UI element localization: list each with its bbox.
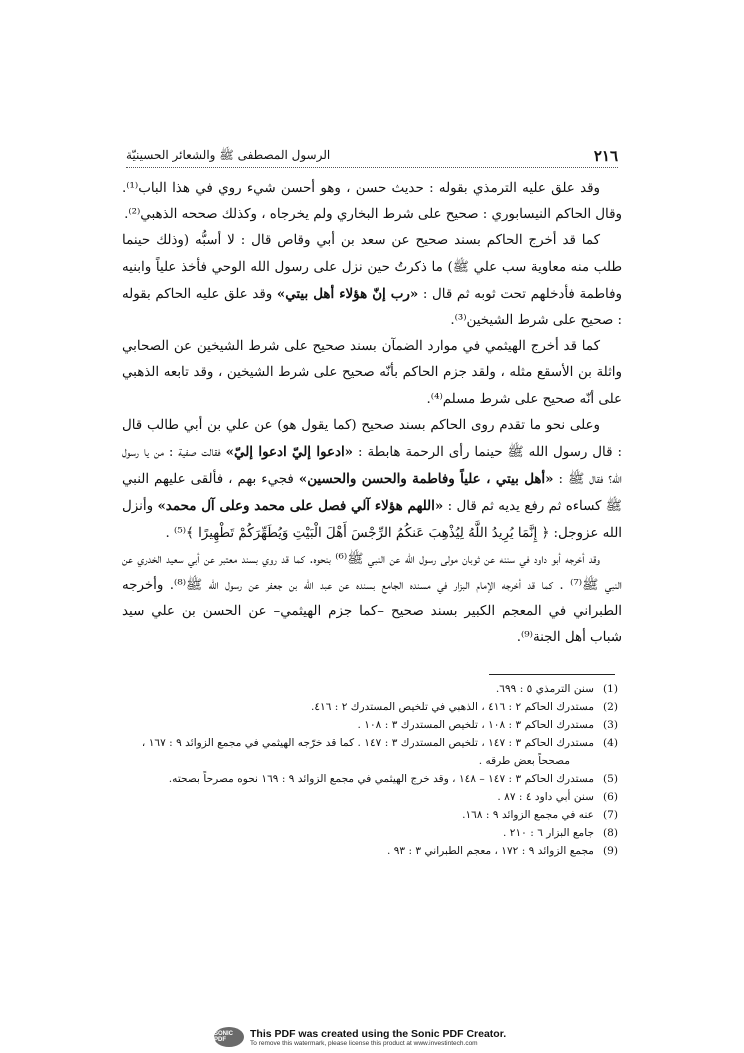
footnote-text: مستدرك الحاكم ٣ : ١٤٧ – ١٤٨ ، وقد خرج الهيثمي في مجمع الزوائد ٩ : ١٦٩ نحوه مصرحاً بصحته. <box>168 773 594 785</box>
paragraph-3: كما قد أخرج الهيثمي في موارد الضمآن بسند صحيح على شرط الشيخين عن الصحابي واثلة بن الأسقع مثله ، ولقد جزم الحاكم بأنّه صحيح على شرط الشيخين ، وقد تابعه الذهبي على أنّه صحيح على شرط مسلم⁽⁴⁾. <box>122 339 622 407</box>
running-header <box>126 143 618 168</box>
paragraph-4-text-a: وعلى نحو ما تقدم روى الحاكم بسند صحيح (كما يقول هو) عن علي بن أبي طالب قال : قال رسول الله ﷺ حينما رأى الرحمة هابطة : <box>122 417 622 461</box>
footnote-text: مستدرك الحاكم ٢ : ٤١٦ ، الذهبي في تلخيص المستدرك ٢ : ٤١٦. <box>310 701 594 713</box>
paragraph-4-quote-3: «اللهم هؤلاء آلي فصل على محمد وعلى آل محمد» <box>157 498 444 515</box>
footnote-number: (7) <box>602 809 618 821</box>
footnote-item <box>126 734 618 752</box>
footnote-text: مصححاً بعض طرقه . <box>478 755 570 767</box>
footnote-number: (1) <box>602 683 618 695</box>
sonic-pdf-logo-icon: SONIC PDF <box>214 1027 244 1047</box>
paragraph-4-quote-2: «أهل بيتي ، علياً وفاطمة والحسن والحسين» <box>298 471 554 488</box>
footnote-item <box>126 806 618 824</box>
footnote-text: مجمع الزوائد ٩ : ١٧٢ ، معجم الطبراني ٣ : ٩٣ . <box>386 845 594 857</box>
pdf-watermark <box>214 1024 544 1050</box>
footnote-item <box>126 770 618 788</box>
main-text <box>122 176 622 652</box>
running-title: الرسول المصطفى ﷺ والشعائر الحسينيّة <box>126 148 331 162</box>
footnote-number: (3) <box>602 719 618 731</box>
paragraph-1: وقد علق عليه الترمذي بقوله : حديث حسن ، وهو أحسن شيء روي في هذا الباب⁽¹⁾. وقال الحاكم النيسابوري : صحيح على شرط البخاري ولم يخرجاه ، وكذلك صححه الذهبي⁽²⁾. <box>122 181 622 223</box>
page-number: ٢١٦ <box>593 147 618 165</box>
paragraph-4-quote-1: «ادعوا إليّ ادعوا إليّ» <box>225 444 354 461</box>
footnote-text: سنن الترمذي ٥ : ٦٩٩. <box>495 683 594 695</box>
paragraph-2-text-c: وقد علق عليه الحاكم بقوله : صحيح على شرط الشيخين⁽³⁾. <box>122 286 622 329</box>
paragraph-4-text-g: وأنزل الله عزوجل: ﴿ إِنَّمَا يُرِيدُ اللَّهُ لِيُذْهِبَ عَنكُمُ الرِّجْسَ أَهْلَ الْبَيْتِ وَيُطَهِّرَكُمْ تَطْهِيرًا ﴾⁽⁵⁾ . <box>122 499 622 541</box>
footnotes <box>126 680 618 860</box>
footnote-separator <box>489 674 615 675</box>
footnote-number: (9) <box>602 845 618 857</box>
paragraph-4-text-c: فقالت صفية : من يا رسول الله؟ فقال ﷺ : <box>122 445 622 488</box>
footnote-number: (5) <box>602 773 618 785</box>
footnote-number: (4) <box>602 737 618 749</box>
footnote-text: عنه في مجمع الزوائد ٩ : ١٦٨. <box>462 809 594 821</box>
footnote-item <box>126 842 618 860</box>
footnote-text: جامع البزار ٦ : ٢١٠ . <box>503 827 594 839</box>
footnote-item <box>126 824 618 842</box>
watermark-main: This PDF was created using the Sonic PDF Creator. <box>250 1027 507 1040</box>
paragraph-2-quote: «رب إنّ هؤلاء أهل بيتي» <box>276 285 419 302</box>
paragraph-2 <box>122 228 622 334</box>
footnote-item <box>126 752 618 770</box>
paragraph-5: وقد أخرجه أبو داود في سننه عن ثوبان مولى رسول الله عن النبي ﷺ⁽⁶⁾ بنحوه. كما قد روي بسند معتبر عن أبي سعيد الخدري عن النبي ﷺ⁽⁷⁾ . كما قد أخرجه الإمام البزار في مسنده الجامع بسنده عن عبد الله بن جعفر عن رسول الله ﷺ⁽⁸⁾. وأخرجه الطبراني في المعجم الكبير بسند صحيح –كما جزم الهيثمي– عن الحسن بن علي سيد شباب أهل الجنة⁽⁹⁾. <box>122 551 622 646</box>
footnote-number: (6) <box>602 791 618 803</box>
footnote-item <box>126 680 618 698</box>
paragraph-4 <box>122 413 622 547</box>
footnote-item <box>126 716 618 734</box>
paragraph-2-text-a: كما قد أخرج الحاكم بسند صحيح عن سعد بن أبي وقاص قال : لا أسبُّه (وذلك حينما طلب منه معاوية سب علي ﷺ) ما ذكرتُ حين نزل على رسول الله الوحي فأخذ علياً وابنيه وفاطمة فأدخلهم تحت ثوبه ثم قال : <box>122 233 622 302</box>
footnote-item <box>126 788 618 806</box>
footnote-number: (8) <box>602 827 618 839</box>
footnote-item <box>126 698 618 716</box>
footnote-number: (2) <box>602 701 618 713</box>
footnote-text: مستدرك الحاكم ٣ : ١٤٧ ، تلخيص المستدرك ٣ : ١٤٧ . كما قد خرّجه الهيثمي في مجمع الزوائد ٩ : ١٦٧ ، <box>141 737 594 749</box>
watermark-sub: To remove this watermark, please license this product at www.investintech.com <box>250 1039 478 1047</box>
paragraph-4-text-e: فجيء بهم ، فألقى عليهم النبي ﷺ كساءه ثم رفع يديه ثم قال : <box>122 472 622 515</box>
watermark-text <box>250 1028 506 1047</box>
footnote-text: سنن أبي داود ٤ : ٨٧ . <box>497 791 594 803</box>
footnote-number <box>570 752 594 770</box>
footnote-text: مستدرك الحاكم ٣ : ١٠٨ ، تلخيص المستدرك ٣ : ١٠٨ . <box>357 719 594 731</box>
